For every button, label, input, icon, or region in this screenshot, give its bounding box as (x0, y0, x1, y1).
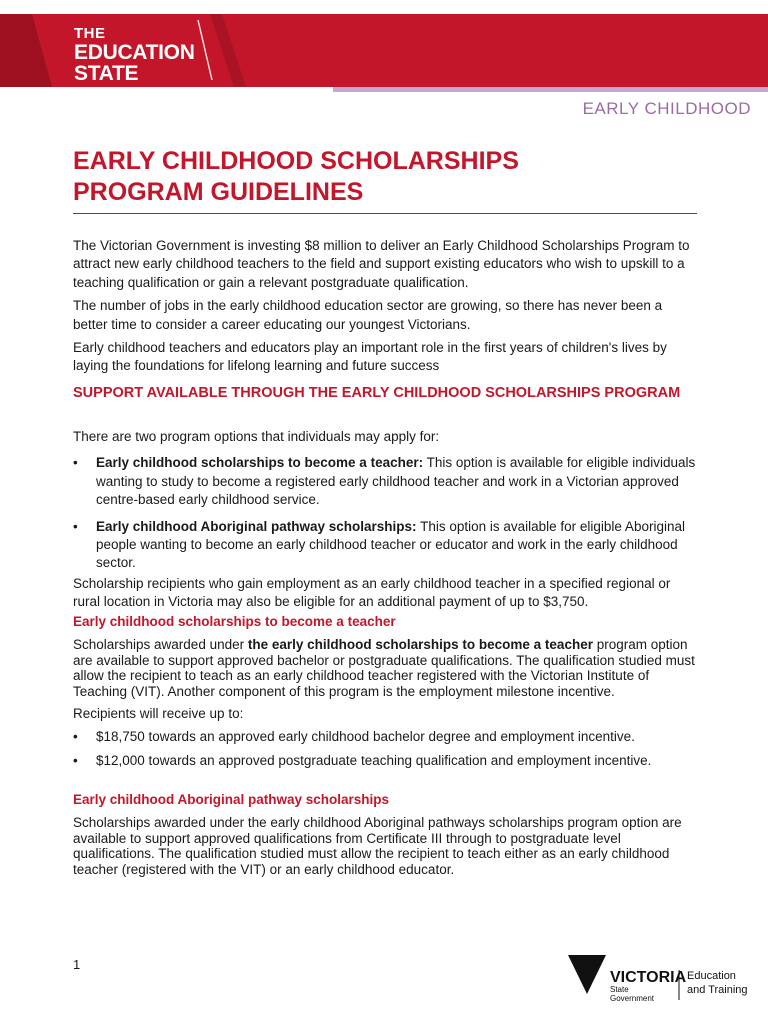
aboriginal-section (73, 815, 697, 878)
logo-line-1: THE (74, 25, 106, 42)
bullet-icon: • (73, 518, 78, 534)
bullet-icon: • (73, 752, 78, 768)
aboriginal-paragraph: Scholarships awarded under the early childhood Aboriginal pathways scholarships program option are available to support approved qualifications from Certificate III through to postgraduate level qualifications. The qualification studied must allow the recipient to teach either as an early childhood teacher (registered with the VIT) or an early childhood educator. (73, 815, 682, 878)
option-text: This option is available for eligible individuals wanting to study to become a registered early childhood teacher and work in a Victorian approved centre-based early childhood service. (96, 455, 696, 508)
logo-line-2: EDUCATION (74, 41, 195, 64)
intro-paragraph-3: Early childhood teachers and educators play an important role in the first years of children's lives by laying the foundations for lifelong learning and future success (73, 340, 667, 374)
title-line-2: PROGRAM GUIDELINES (73, 178, 364, 206)
list-item (73, 518, 697, 573)
teacher-paragraph (73, 637, 697, 700)
title-divider (73, 213, 697, 214)
list-item (73, 728, 697, 746)
government-text: Government (610, 994, 655, 1003)
teacher-paragraph-pre: Scholarships awarded under (73, 637, 248, 652)
logo-line-3: STATE (74, 62, 139, 85)
option-title: Early childhood scholarships to become a teacher: (96, 455, 424, 471)
bullet-icon: • (73, 729, 78, 745)
support-heading: SUPPORT AVAILABLE THROUGH THE EARLY CHILDHOOD SCHOLARSHIPS PROGRAM (73, 385, 681, 401)
page-title (73, 146, 697, 208)
list-item (73, 752, 697, 770)
regional-paragraph-wrap (73, 575, 697, 612)
support-section (73, 428, 697, 573)
state-text: State (610, 985, 629, 994)
teacher-paragraph-post: program option are available to support approved bachelor or postgraduate qualifications. The qualification studied must allow the recipient to teach as an early childhood teacher registered with the Victorian Institute of Teaching (VIT). Another component of this program is the employment milestone incentive. (73, 637, 695, 700)
page-number: 1 (73, 957, 81, 972)
regional-paragraph: Scholarship recipients who gain employment as an early childhood teacher in a specified regional or rural location in Victoria may also be eligible for an additional payment of up to $3,750. (73, 576, 671, 610)
teacher-heading: Early childhood scholarships to become a teacher (73, 614, 396, 629)
program-options-list (73, 454, 697, 572)
teacher-paragraph-bold: the early childhood scholarships to become a teacher (247, 637, 593, 652)
aboriginal-heading: Early childhood Aboriginal pathway scholarships (73, 792, 390, 807)
amount-text: $12,000 towards an approved postgraduate teaching qualification and employment incentive. (96, 752, 652, 768)
dept-line-1: Education (687, 970, 736, 982)
title-line-1: EARLY CHILDHOOD SCHOLARSHIPS (73, 147, 519, 175)
intro-paragraph-2: The number of jobs in the early childhood education sector are growing, so there has never been a better time to consider a career educating our youngest Victorians. (73, 298, 663, 332)
intro-section (73, 237, 697, 376)
victoria-government-logo (566, 952, 756, 1007)
amount-text: $18,750 towards an approved early childhood bachelor degree and employment incentive. (96, 729, 635, 745)
teacher-section (73, 637, 697, 770)
list-item (73, 454, 697, 509)
option-text: This option is available for eligible Aboriginal people wanting to become an early childhood teacher or educator and work in the early childhood sector. (96, 518, 685, 571)
victoria-wordmark: VICTORIA (610, 969, 687, 986)
amounts-list (73, 728, 697, 770)
intro-paragraph-1: The Victorian Government is investing $8 million to deliver an Early Childhood Scholarships Program to attract new early childhood teachers to the field and support existing educators who wish to upskill to a teaching qualification or gain a relevant postgraduate qualification. (73, 238, 690, 290)
bullet-icon: • (73, 455, 78, 471)
dept-line-2: and Training (687, 984, 748, 996)
education-state-logo (74, 26, 195, 84)
victoria-map-icon (568, 955, 606, 994)
recipients-lead: Recipients will receive up to: (73, 705, 244, 721)
option-title: Early childhood Aboriginal pathway scholarships: (96, 518, 417, 534)
section-label: EARLY CHILDHOOD (582, 99, 751, 118)
support-lead: There are two program options that individuals may apply for: (73, 429, 440, 444)
